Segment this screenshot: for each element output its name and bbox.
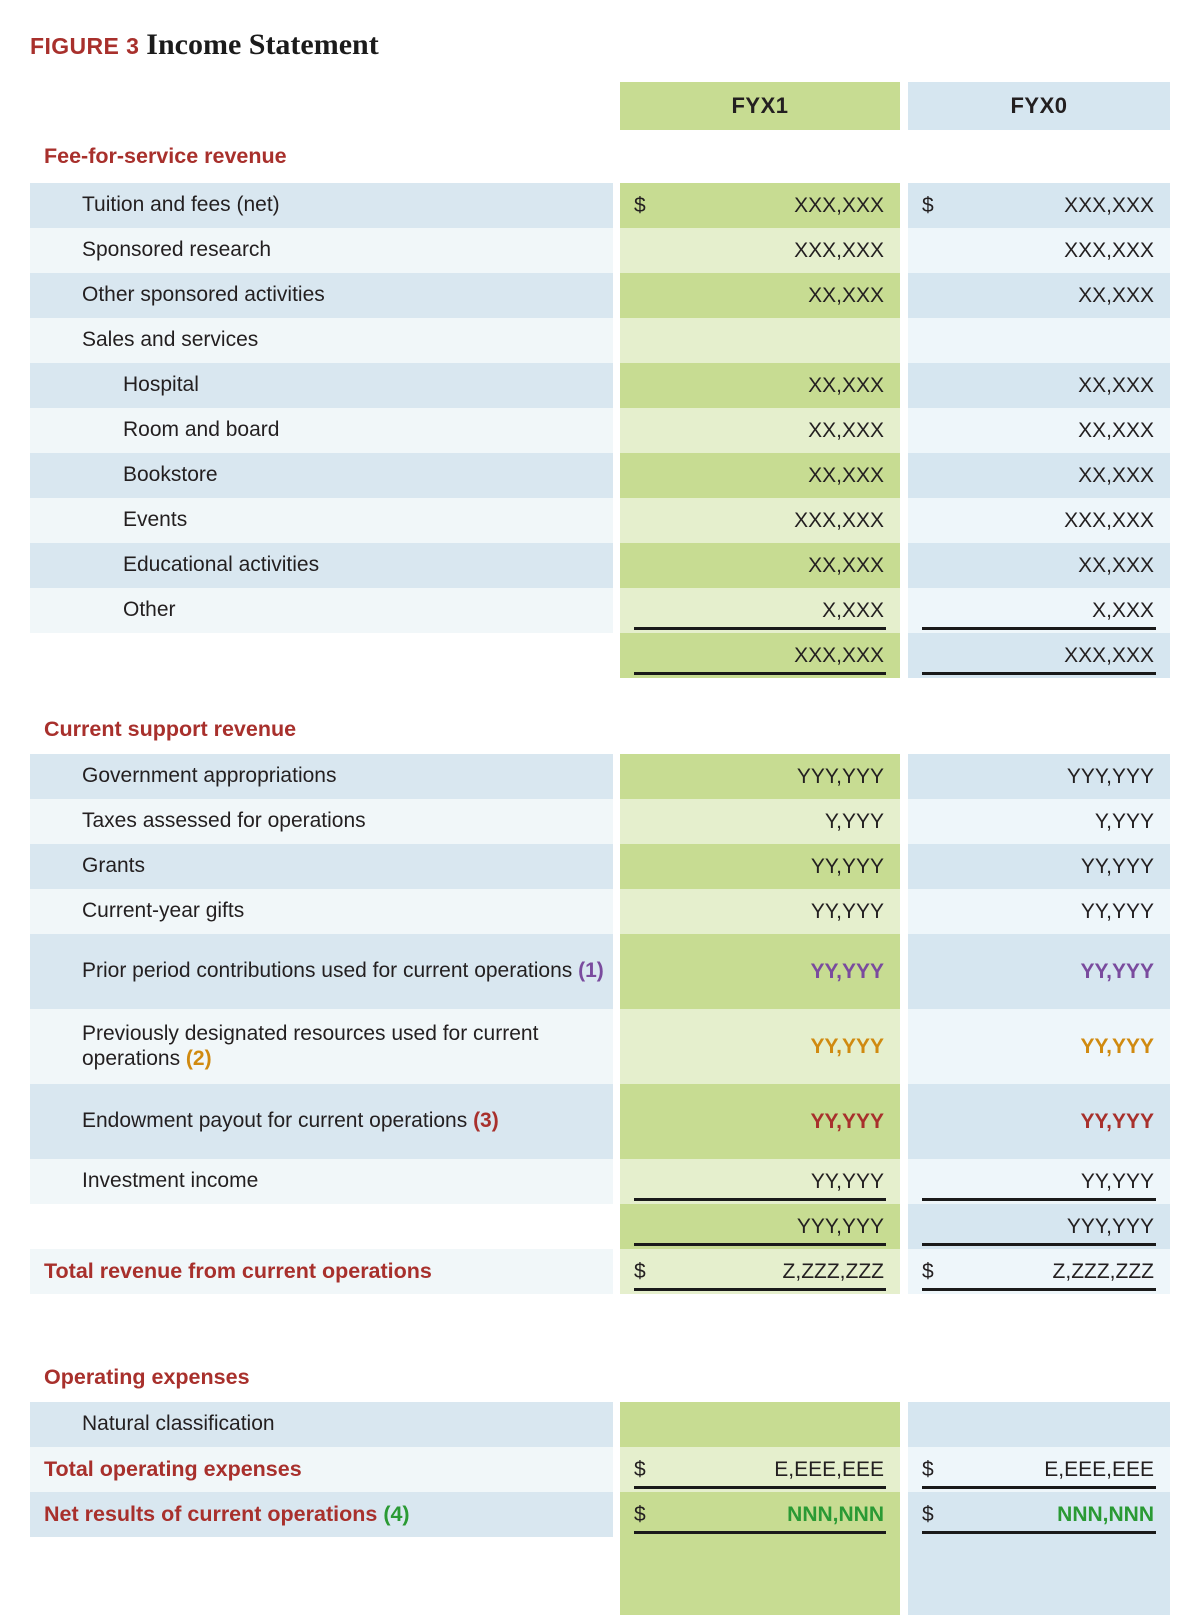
value-col2 bbox=[908, 1084, 1170, 1159]
row-label bbox=[30, 543, 613, 588]
section-heading: Fee-for-service revenue bbox=[44, 144, 287, 168]
value-col2 bbox=[908, 408, 1170, 453]
value-text: NNN,NNN bbox=[787, 1502, 884, 1526]
value-col1 bbox=[620, 183, 900, 228]
row-label-total bbox=[30, 1492, 613, 1537]
row-label bbox=[30, 183, 613, 228]
value-text: XX,XXX bbox=[808, 553, 884, 577]
underline-rule bbox=[634, 1288, 886, 1291]
row-label bbox=[30, 1402, 613, 1447]
value-col1 bbox=[620, 1447, 900, 1492]
row-label-total bbox=[30, 1447, 613, 1492]
row-label bbox=[30, 889, 613, 934]
value-text: XX,XXX bbox=[1078, 283, 1154, 307]
table-row bbox=[0, 844, 1200, 889]
underline-rule bbox=[922, 627, 1156, 630]
value-col2 bbox=[908, 183, 1170, 228]
row-label-text: Educational activities bbox=[123, 553, 320, 577]
row-label-text: Prior period contributions used for current operations (1) bbox=[82, 959, 604, 983]
table-row bbox=[0, 889, 1200, 934]
row-label bbox=[30, 498, 613, 543]
value-text: NNN,NNN bbox=[1057, 1502, 1154, 1526]
value-text: XXX,XXX bbox=[794, 508, 884, 532]
value-text: XX,XXX bbox=[808, 283, 884, 307]
table-row bbox=[0, 1402, 1200, 1447]
table-row bbox=[0, 318, 1200, 363]
footnote-marker: (3) bbox=[473, 1109, 499, 1133]
value-col1 bbox=[620, 318, 900, 363]
value-text: X,XXX bbox=[822, 598, 884, 622]
table-row bbox=[0, 1159, 1200, 1204]
value-text: XXX,XXX bbox=[1064, 238, 1154, 262]
table-row bbox=[0, 228, 1200, 273]
value-text: Y,YYY bbox=[1094, 809, 1154, 833]
value-col2 bbox=[908, 1492, 1170, 1537]
value-col1 bbox=[620, 934, 900, 1009]
value-col2 bbox=[908, 363, 1170, 408]
value-col1 bbox=[620, 1402, 900, 1447]
row-label bbox=[30, 844, 613, 889]
value-col1 bbox=[620, 754, 900, 799]
row-label-text: Sales and services bbox=[82, 328, 259, 352]
row-label-text: Total revenue from current operations bbox=[44, 1258, 432, 1283]
value-text: XX,XXX bbox=[808, 418, 884, 442]
value-col1 bbox=[620, 889, 900, 934]
row-label-text: Net results of current operations (4) bbox=[44, 1501, 410, 1526]
value-text: YYY,YYY bbox=[796, 764, 884, 788]
value-col2 bbox=[908, 1402, 1170, 1447]
value-col2 bbox=[908, 498, 1170, 543]
row-label-text: Previously designated resources used for current operations (2) bbox=[82, 1021, 539, 1070]
value-col2 bbox=[908, 1204, 1170, 1249]
table-row bbox=[0, 273, 1200, 318]
table-row bbox=[0, 588, 1200, 633]
figure-title-bar bbox=[30, 28, 379, 62]
value-text: XXX,XXX bbox=[1064, 193, 1154, 217]
underline-rule bbox=[634, 627, 886, 630]
table-row bbox=[0, 1204, 1200, 1249]
value-text: YY,YYY bbox=[1080, 1109, 1154, 1133]
currency-symbol: $ bbox=[922, 1502, 934, 1526]
underline-rule bbox=[922, 1288, 1156, 1291]
value-text: YY,YYY bbox=[1080, 899, 1154, 923]
value-text: E,EEE,EEE bbox=[1044, 1457, 1154, 1481]
value-text: XXX,XXX bbox=[794, 193, 884, 217]
double-underline-rule bbox=[634, 1531, 886, 1534]
row-label-text: Other sponsored activities bbox=[82, 283, 325, 307]
value-text: YY,YYY bbox=[810, 1169, 884, 1193]
row-label bbox=[30, 799, 613, 844]
value-col1 bbox=[620, 453, 900, 498]
section-heading: Operating expenses bbox=[44, 1364, 250, 1389]
value-col1 bbox=[620, 1492, 900, 1537]
value-col2 bbox=[908, 543, 1170, 588]
double-underline-rule bbox=[922, 1531, 1156, 1534]
value-col2 bbox=[908, 318, 1170, 363]
value-text: E,EEE,EEE bbox=[774, 1457, 884, 1481]
table-row bbox=[0, 363, 1200, 408]
column-tail-col2 bbox=[908, 1537, 1170, 1615]
row-label-text: Events bbox=[123, 508, 188, 532]
row-label-text: Investment income bbox=[82, 1169, 259, 1193]
value-col2 bbox=[908, 1009, 1170, 1084]
table-row bbox=[0, 754, 1200, 799]
underline-rule bbox=[634, 1198, 886, 1201]
value-col1 bbox=[620, 498, 900, 543]
table-row bbox=[0, 704, 1200, 754]
value-col1 bbox=[620, 588, 900, 633]
table-row bbox=[0, 408, 1200, 453]
row-label-text: Total operating expenses bbox=[44, 1456, 302, 1481]
value-col1 bbox=[620, 1204, 900, 1249]
value-col1 bbox=[620, 1159, 900, 1204]
value-col2 bbox=[908, 453, 1170, 498]
footnote-marker: (2) bbox=[185, 1046, 212, 1070]
currency-symbol: $ bbox=[634, 1457, 646, 1481]
value-text: XX,XXX bbox=[808, 463, 884, 487]
value-text: YY,YYY bbox=[810, 1109, 884, 1133]
value-text: XX,XXX bbox=[1078, 373, 1154, 397]
value-text: YY,YYY bbox=[1080, 1034, 1154, 1058]
row-label-total bbox=[30, 1249, 613, 1294]
row-label bbox=[30, 318, 613, 363]
row-label-text: Room and board bbox=[123, 418, 280, 442]
underline-rule bbox=[634, 1486, 886, 1489]
value-col2 bbox=[908, 228, 1170, 273]
column-tail-col1 bbox=[620, 1537, 900, 1615]
row-label-text: Endowment payout for current operations (3) bbox=[82, 1109, 499, 1133]
value-col2 bbox=[908, 633, 1170, 678]
value-col1 bbox=[620, 844, 900, 889]
value-col1 bbox=[620, 1249, 900, 1294]
value-text: X,XXX bbox=[1092, 598, 1154, 622]
table-row bbox=[0, 1249, 1200, 1294]
value-col1 bbox=[620, 1009, 900, 1084]
value-col1 bbox=[620, 543, 900, 588]
table-row bbox=[0, 498, 1200, 543]
value-col1 bbox=[620, 799, 900, 844]
value-text: XX,XXX bbox=[808, 373, 884, 397]
underline-rule bbox=[922, 672, 1156, 675]
table-row bbox=[0, 1009, 1200, 1084]
value-text: YY,YYY bbox=[810, 1034, 884, 1058]
row-label-text: Other bbox=[123, 598, 176, 622]
value-col2 bbox=[908, 754, 1170, 799]
row-label bbox=[30, 633, 613, 678]
page-title: Income Statement bbox=[146, 28, 379, 61]
table-row bbox=[0, 1084, 1200, 1159]
row-label-text: Hospital bbox=[123, 373, 199, 397]
value-text: Y,YYY bbox=[824, 809, 884, 833]
value-text: YY,YYY bbox=[1080, 959, 1154, 983]
value-col1 bbox=[620, 633, 900, 678]
value-text: XXX,XXX bbox=[794, 238, 884, 262]
value-col1 bbox=[620, 363, 900, 408]
value-text: YY,YYY bbox=[810, 899, 884, 923]
value-col2 bbox=[908, 844, 1170, 889]
row-label-text: Government appropriations bbox=[82, 764, 337, 788]
table-row bbox=[0, 678, 1200, 704]
row-label bbox=[30, 363, 613, 408]
table-row bbox=[0, 82, 1200, 130]
value-col2 bbox=[908, 1159, 1170, 1204]
value-text: XX,XXX bbox=[1078, 418, 1154, 442]
value-text: XXX,XXX bbox=[1064, 643, 1154, 667]
value-col1 bbox=[620, 1084, 900, 1159]
row-label bbox=[30, 588, 613, 633]
value-col2 bbox=[908, 889, 1170, 934]
value-col2 bbox=[908, 934, 1170, 1009]
underline-rule bbox=[922, 1486, 1156, 1489]
value-col1 bbox=[620, 273, 900, 318]
value-text: XXX,XXX bbox=[794, 643, 884, 667]
table-row bbox=[0, 453, 1200, 498]
value-col2 bbox=[908, 799, 1170, 844]
row-label bbox=[30, 228, 613, 273]
value-text: YY,YYY bbox=[1080, 1169, 1154, 1193]
underline-rule bbox=[634, 672, 886, 675]
column-header-col1 bbox=[620, 82, 900, 130]
currency-symbol: $ bbox=[634, 193, 646, 217]
value-text: YYY,YYY bbox=[1066, 1214, 1154, 1238]
row-label bbox=[30, 1084, 613, 1159]
row-label-text: Sponsored research bbox=[82, 238, 272, 262]
column-header-col2-label: FYX0 bbox=[1010, 93, 1068, 118]
row-label bbox=[30, 1159, 613, 1204]
column-header-col2 bbox=[908, 82, 1170, 130]
table-row bbox=[0, 934, 1200, 1009]
value-text: YYY,YYY bbox=[796, 1214, 884, 1238]
row-label bbox=[30, 453, 613, 498]
currency-symbol: $ bbox=[634, 1259, 646, 1283]
value-col2 bbox=[908, 1447, 1170, 1492]
value-text: YYY,YYY bbox=[1066, 764, 1154, 788]
table-row bbox=[0, 1294, 1200, 1352]
value-text: YY,YYY bbox=[1080, 854, 1154, 878]
footnote-marker: (1) bbox=[578, 959, 604, 983]
table-row bbox=[0, 543, 1200, 588]
value-col2 bbox=[908, 1249, 1170, 1294]
row-label bbox=[30, 1204, 613, 1249]
row-label-text: Bookstore bbox=[123, 463, 218, 487]
value-text: XXX,XXX bbox=[1064, 508, 1154, 532]
row-label bbox=[30, 934, 613, 1009]
table-row bbox=[0, 130, 1200, 183]
row-label-text: Tuition and fees (net) bbox=[82, 193, 280, 217]
table-row bbox=[0, 799, 1200, 844]
row-label-text: Taxes assessed for operations bbox=[82, 809, 366, 833]
value-text: Z,ZZZ,ZZZ bbox=[782, 1259, 884, 1283]
value-text: Z,ZZZ,ZZZ bbox=[1052, 1259, 1154, 1283]
footnote-marker: (4) bbox=[383, 1501, 410, 1526]
column-header-col1-label: FYX1 bbox=[731, 93, 789, 118]
currency-symbol: $ bbox=[634, 1502, 646, 1526]
value-text: XX,XXX bbox=[1078, 553, 1154, 577]
table-row bbox=[0, 1447, 1200, 1492]
value-text: YY,YYY bbox=[810, 959, 884, 983]
table-row bbox=[0, 1492, 1200, 1537]
value-col1 bbox=[620, 408, 900, 453]
row-label bbox=[30, 408, 613, 453]
row-label-text: Grants bbox=[82, 854, 146, 878]
underline-rule bbox=[634, 1243, 886, 1246]
row-label bbox=[30, 1009, 613, 1084]
currency-symbol: $ bbox=[922, 193, 934, 217]
table-row bbox=[0, 183, 1200, 228]
row-label bbox=[30, 273, 613, 318]
value-col2 bbox=[908, 273, 1170, 318]
underline-rule bbox=[922, 1198, 1156, 1201]
row-label-text: Current-year gifts bbox=[82, 899, 245, 923]
table-row bbox=[0, 633, 1200, 678]
row-label bbox=[30, 754, 613, 799]
currency-symbol: $ bbox=[922, 1259, 934, 1283]
currency-symbol: $ bbox=[922, 1457, 934, 1481]
section-heading: Current support revenue bbox=[44, 716, 297, 741]
value-col2 bbox=[908, 588, 1170, 633]
underline-rule bbox=[922, 1243, 1156, 1246]
value-col1 bbox=[620, 228, 900, 273]
table-row bbox=[0, 1352, 1200, 1402]
value-text: YY,YYY bbox=[810, 854, 884, 878]
value-text: XX,XXX bbox=[1078, 463, 1154, 487]
row-label-text: Natural classification bbox=[82, 1412, 275, 1436]
figure-label: FIGURE 3 bbox=[30, 33, 140, 59]
